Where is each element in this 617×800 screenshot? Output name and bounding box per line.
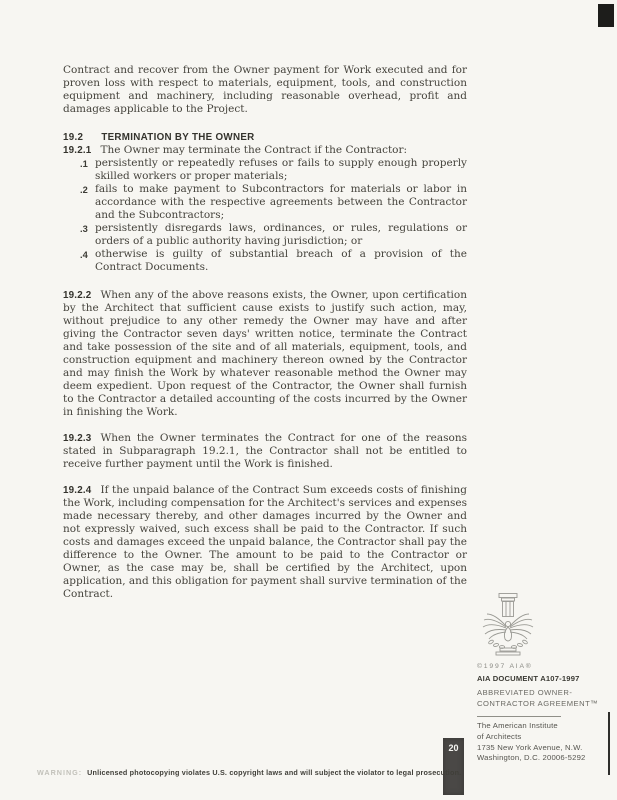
clause-text: When any of the above reasons exists, the Owner, upon certification by the Architect that sufficient cause exists to justify such action, may, without prejudice to any other remedy the Owner may have and after giving the Contractor seven days' written notice, terminate the Contract and take possession of the site and of all materials, equipment, tools, and construction equipment and machinery thereon owned by the Contractor and may finish the Work by whatever reasonable method the Owner may deem expedient. Upon request of the Contractor, the Owner shall furnish to the Contractor a detailed accounting of the costs incurred by the Owner in finishing the Work. (63, 289, 467, 418)
clause-number: 19.2.4 (63, 485, 92, 496)
clause-19-2-2 (63, 289, 467, 419)
warning-label: WARNING: (37, 768, 83, 777)
subclause-3 (80, 222, 467, 248)
clause-19-2-1 (63, 144, 467, 157)
paragraph-continuation: Contract and recover from the Owner payment for Work executed and for proven loss with respect to materials, equipment, tools, and construction equipment and machinery, including reasonable overhead, profit and damages applicable to the Project. (63, 64, 467, 115)
sidebar-divider (477, 716, 561, 717)
subclause-4 (80, 248, 467, 274)
clause-number: 19.2.1 (63, 145, 92, 156)
section-heading-19-2 (63, 131, 467, 144)
copyright-warning (37, 768, 597, 777)
document-title: AIA DOCUMENT A107-1997 (477, 674, 580, 683)
warning-text: Unlicensed photocopying violates U.S. copyright laws and will subject the violator to legal prosecution. (87, 768, 462, 777)
subclause-text: otherwise is guilty of substantial breach of a provision of the Contract Documents. (95, 248, 467, 273)
subclause-number: .2 (80, 185, 88, 195)
address-line: Washington, D.C. 20006-5292 (477, 753, 586, 763)
clause-text: The Owner may terminate the Contract if the Contractor: (100, 144, 408, 156)
print-registration-mark-right (608, 712, 610, 775)
contract-text-column (63, 64, 467, 614)
subclause-text: persistently disregards laws, ordinances, or rules, regulations or orders of a public authority having jurisdiction; or (95, 222, 467, 247)
address-line: The American Institute (477, 721, 558, 730)
aia-eagle-logo-icon (479, 592, 537, 656)
clause-number: 19.2.2 (63, 290, 92, 301)
publisher-address (477, 721, 586, 764)
clause-number: 19.2.3 (63, 433, 92, 444)
page-number: 20 (448, 743, 459, 753)
subclause-1 (80, 157, 467, 183)
subclause-number: .1 (80, 159, 88, 169)
subclause-2 (80, 183, 467, 222)
subclause-text: persistently or repeatedly refuses or fails to supply enough properly skilled workers or proper materials; (95, 157, 467, 182)
address-line: of Architects (477, 731, 522, 741)
document-subtitle-line1: ABBREVIATED OWNER- (477, 688, 573, 697)
clause-19-2-4 (63, 484, 467, 601)
subclause-number: .3 (80, 224, 88, 234)
clause-text: If the unpaid balance of the Contract Sum exceeds costs of finishing the Work, including compensation for the Architect's services and expenses made necessary thereby, and other damages incurred by the Owner and not expressly waived, such excess shall be paid to the Contractor. If such costs and damages exceed the unpaid balance, the Contractor shall pay the difference to the Owner. The amount to be paid to the Contractor or Owner, as the case may be, shall be certified by the Architect, upon application, and this obligation for payment shall survive termination of the Contract. (63, 484, 468, 600)
clause-19-2-1-subitems (63, 157, 467, 274)
document-info-sidebar (477, 592, 599, 764)
page-number-badge (443, 738, 464, 795)
document-subtitle (477, 688, 599, 709)
subclause-number: .4 (80, 250, 88, 260)
section-number: 19.2 (63, 132, 84, 143)
clause-text: When the Owner terminates the Contract for one of the reasons stated in Subparagraph 19.2.1, the Contractor shall not be entitled to receive further payment until the Work is finished. (63, 432, 467, 470)
clause-19-2-3 (63, 432, 467, 471)
section-title: TERMINATION BY THE OWNER (101, 132, 255, 143)
print-registration-mark-top (598, 4, 614, 27)
copyright-line: ©1997 AIA® (477, 663, 533, 670)
address-line: 1735 New York Avenue, N.W. (477, 742, 583, 752)
document-subtitle-line2: CONTRACTOR AGREEMENT™ (477, 698, 599, 708)
subclause-text: fails to make payment to Subcontractors for materials or labor in accordance with the respective agreements between the Contractor and the Subcontractors; (95, 183, 467, 221)
